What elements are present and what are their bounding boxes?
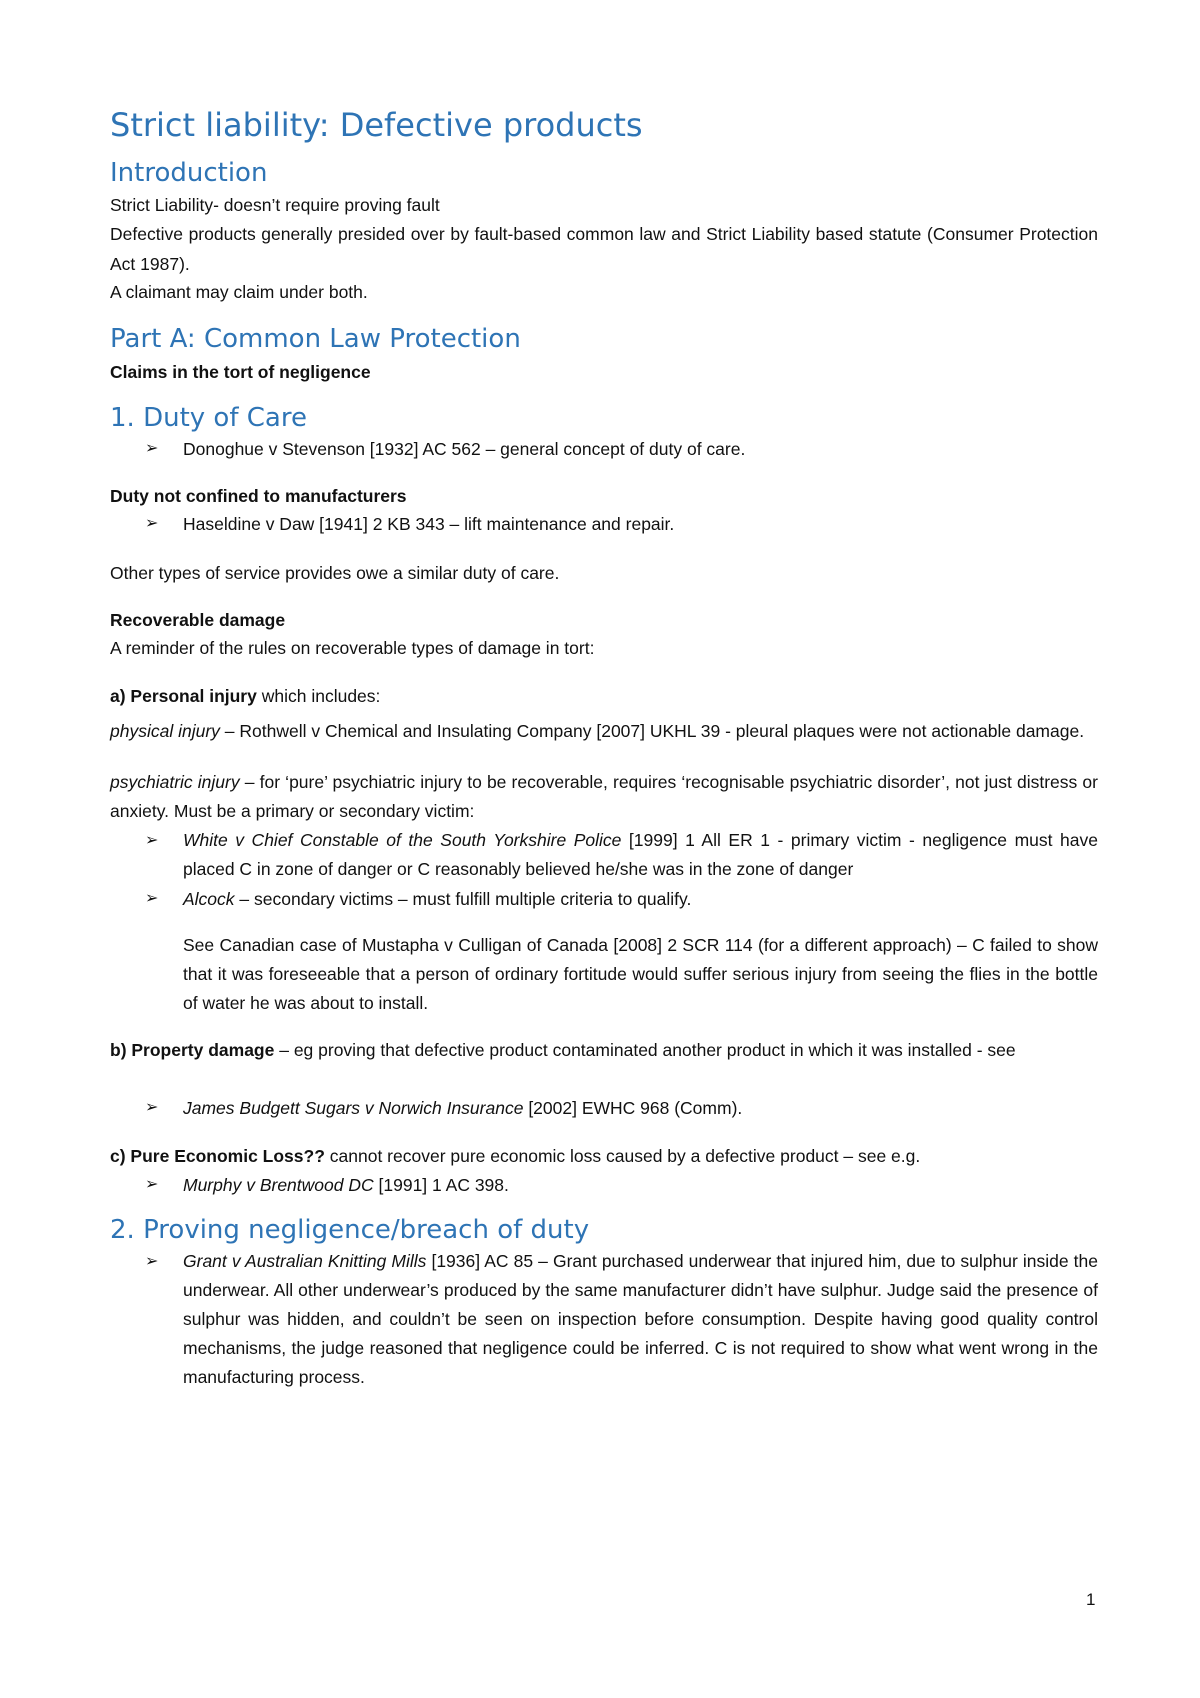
case-name-alcock: Alcock — [183, 889, 235, 909]
heading-duty-of-care: 1. Duty of Care — [110, 403, 307, 433]
case-text-alcock: – secondary victims – must fulfill multiple criteria to qualify. — [234, 889, 692, 909]
bullet-donoghue — [145, 434, 1098, 464]
bullet-james-budgett — [145, 1093, 1098, 1123]
heading-part-a: Part A: Common Law Protection — [110, 324, 521, 354]
arrow-bullet-icon: ➢ — [145, 1176, 159, 1193]
arrow-bullet-icon: ➢ — [145, 890, 159, 907]
property-damage-label: b) Property damage — [110, 1040, 275, 1060]
psychiatric-injury-term: psychiatric injury — [110, 772, 240, 792]
subheading-recoverable-damage: Recoverable damage — [110, 610, 286, 630]
bullet-haseldine — [145, 509, 1098, 539]
page-title: Strict liability: Defective products — [110, 106, 643, 144]
page-number: 1 — [1086, 1590, 1096, 1609]
canada-case-paragraph: See Canadian case of Mustapha v Culligan of Canada [2008] 2 SCR 114 (for a different approach) – C failed to show that it was foreseeable that a person of ordinary fortitude would suffer serious injury from seeing the flies in the bottle of water he was about to install. — [183, 935, 1098, 1013]
intro-line-2: Defective products generally presided over by fault-based common law and Strict Liability based statute (Consumer Protection Act 1987). — [110, 224, 1098, 274]
bullet-text: Haseldine v Daw [1941] 2 KB 343 – lift maintenance and repair. — [183, 514, 675, 534]
psychiatric-injury-paragraph — [110, 768, 1098, 826]
subheading-tort-negligence: Claims in the tort of negligence — [110, 362, 371, 382]
bullet-grant — [145, 1247, 1098, 1392]
reminder-text: A reminder of the rules on recoverable types of damage in tort: — [110, 638, 595, 658]
bullet-white — [145, 826, 1098, 884]
arrow-bullet-icon: ➢ — [145, 515, 159, 532]
bullet-alcock — [145, 884, 1098, 914]
case-name-grant: Grant v Australian Knitting Mills — [183, 1251, 432, 1271]
arrow-bullet-icon: ➢ — [145, 832, 159, 849]
personal-injury-label: a) Personal injury — [110, 686, 257, 706]
other-services-text: Other types of service provides owe a similar duty of care. — [110, 563, 560, 583]
arrow-bullet-icon: ➢ — [145, 1099, 159, 1116]
case-text-grant: [1936] AC 85 – Grant purchased underwear that injured him, due to sulphur inside the underwear. All other underwear’s produced by the same manufacturer didn’t have sulphur. Judge said the presence of sulphur was hidden, and couldn’t be seen on inspection before consumption. Despite having good quality control mechanisms, the judge reasoned that negligence could be inferred. C is not required to show what went wrong in the manufacturing process. — [183, 1251, 1098, 1387]
psychiatric-injury-text: – for ‘pure’ psychiatric injury to be recoverable, requires ‘recognisable psychiatric disorder’, not just distress or anxiety. Must be a primary or secondary victim: — [110, 772, 1098, 821]
heading-introduction: Introduction — [110, 158, 268, 188]
physical-injury-text: – Rothwell v Chemical and Insulating Company [2007] UKHL 39 - pleural plaques were not actionable damage. — [219, 721, 1085, 741]
property-damage-paragraph — [110, 1036, 1098, 1065]
intro-line-1: Strict Liability- doesn’t require proving fault — [110, 195, 440, 215]
case-text-white: [1999] 1 All ER 1 - primary victim - negligence must have placed C in zone of danger or C reasonably believed he/she was in the zone of danger — [183, 830, 1098, 879]
case-name-white: White v Chief Constable of the South Yorkshire Police — [183, 830, 622, 850]
case-text-murphy: [1991] 1 AC 398. — [373, 1175, 509, 1195]
case-name-murphy: Murphy v Brentwood DC — [183, 1175, 374, 1195]
subheading-duty-not-confined: Duty not confined to manufacturers — [110, 486, 407, 506]
personal-injury-suffix: which includes: — [256, 686, 381, 706]
personal-injury-heading — [110, 681, 1098, 711]
bullet-murphy — [145, 1170, 1098, 1200]
arrow-bullet-icon: ➢ — [145, 1253, 159, 1270]
case-text-james-budgett: [2002] EWHC 968 (Comm). — [523, 1098, 743, 1118]
arrow-bullet-icon: ➢ — [145, 440, 159, 457]
economic-loss-label: c) Pure Economic Loss?? — [110, 1146, 325, 1166]
economic-loss-text: cannot recover pure economic loss caused by a defective product – see e.g. — [324, 1146, 921, 1166]
heading-proving-negligence: 2. Proving negligence/breach of duty — [110, 1215, 590, 1245]
economic-loss-paragraph — [110, 1141, 1098, 1171]
physical-injury-paragraph — [110, 719, 1098, 744]
intro-line-3: A claimant may claim under both. — [110, 282, 368, 302]
bullet-text: Donoghue v Stevenson [1932] AC 562 – general concept of duty of care. — [183, 439, 746, 459]
case-name-james-budgett: James Budgett Sugars v Norwich Insurance — [183, 1098, 524, 1118]
physical-injury-term: physical injury — [110, 721, 220, 741]
property-damage-text: – eg proving that defective product contaminated another product in which it was installed - see — [274, 1040, 1016, 1060]
